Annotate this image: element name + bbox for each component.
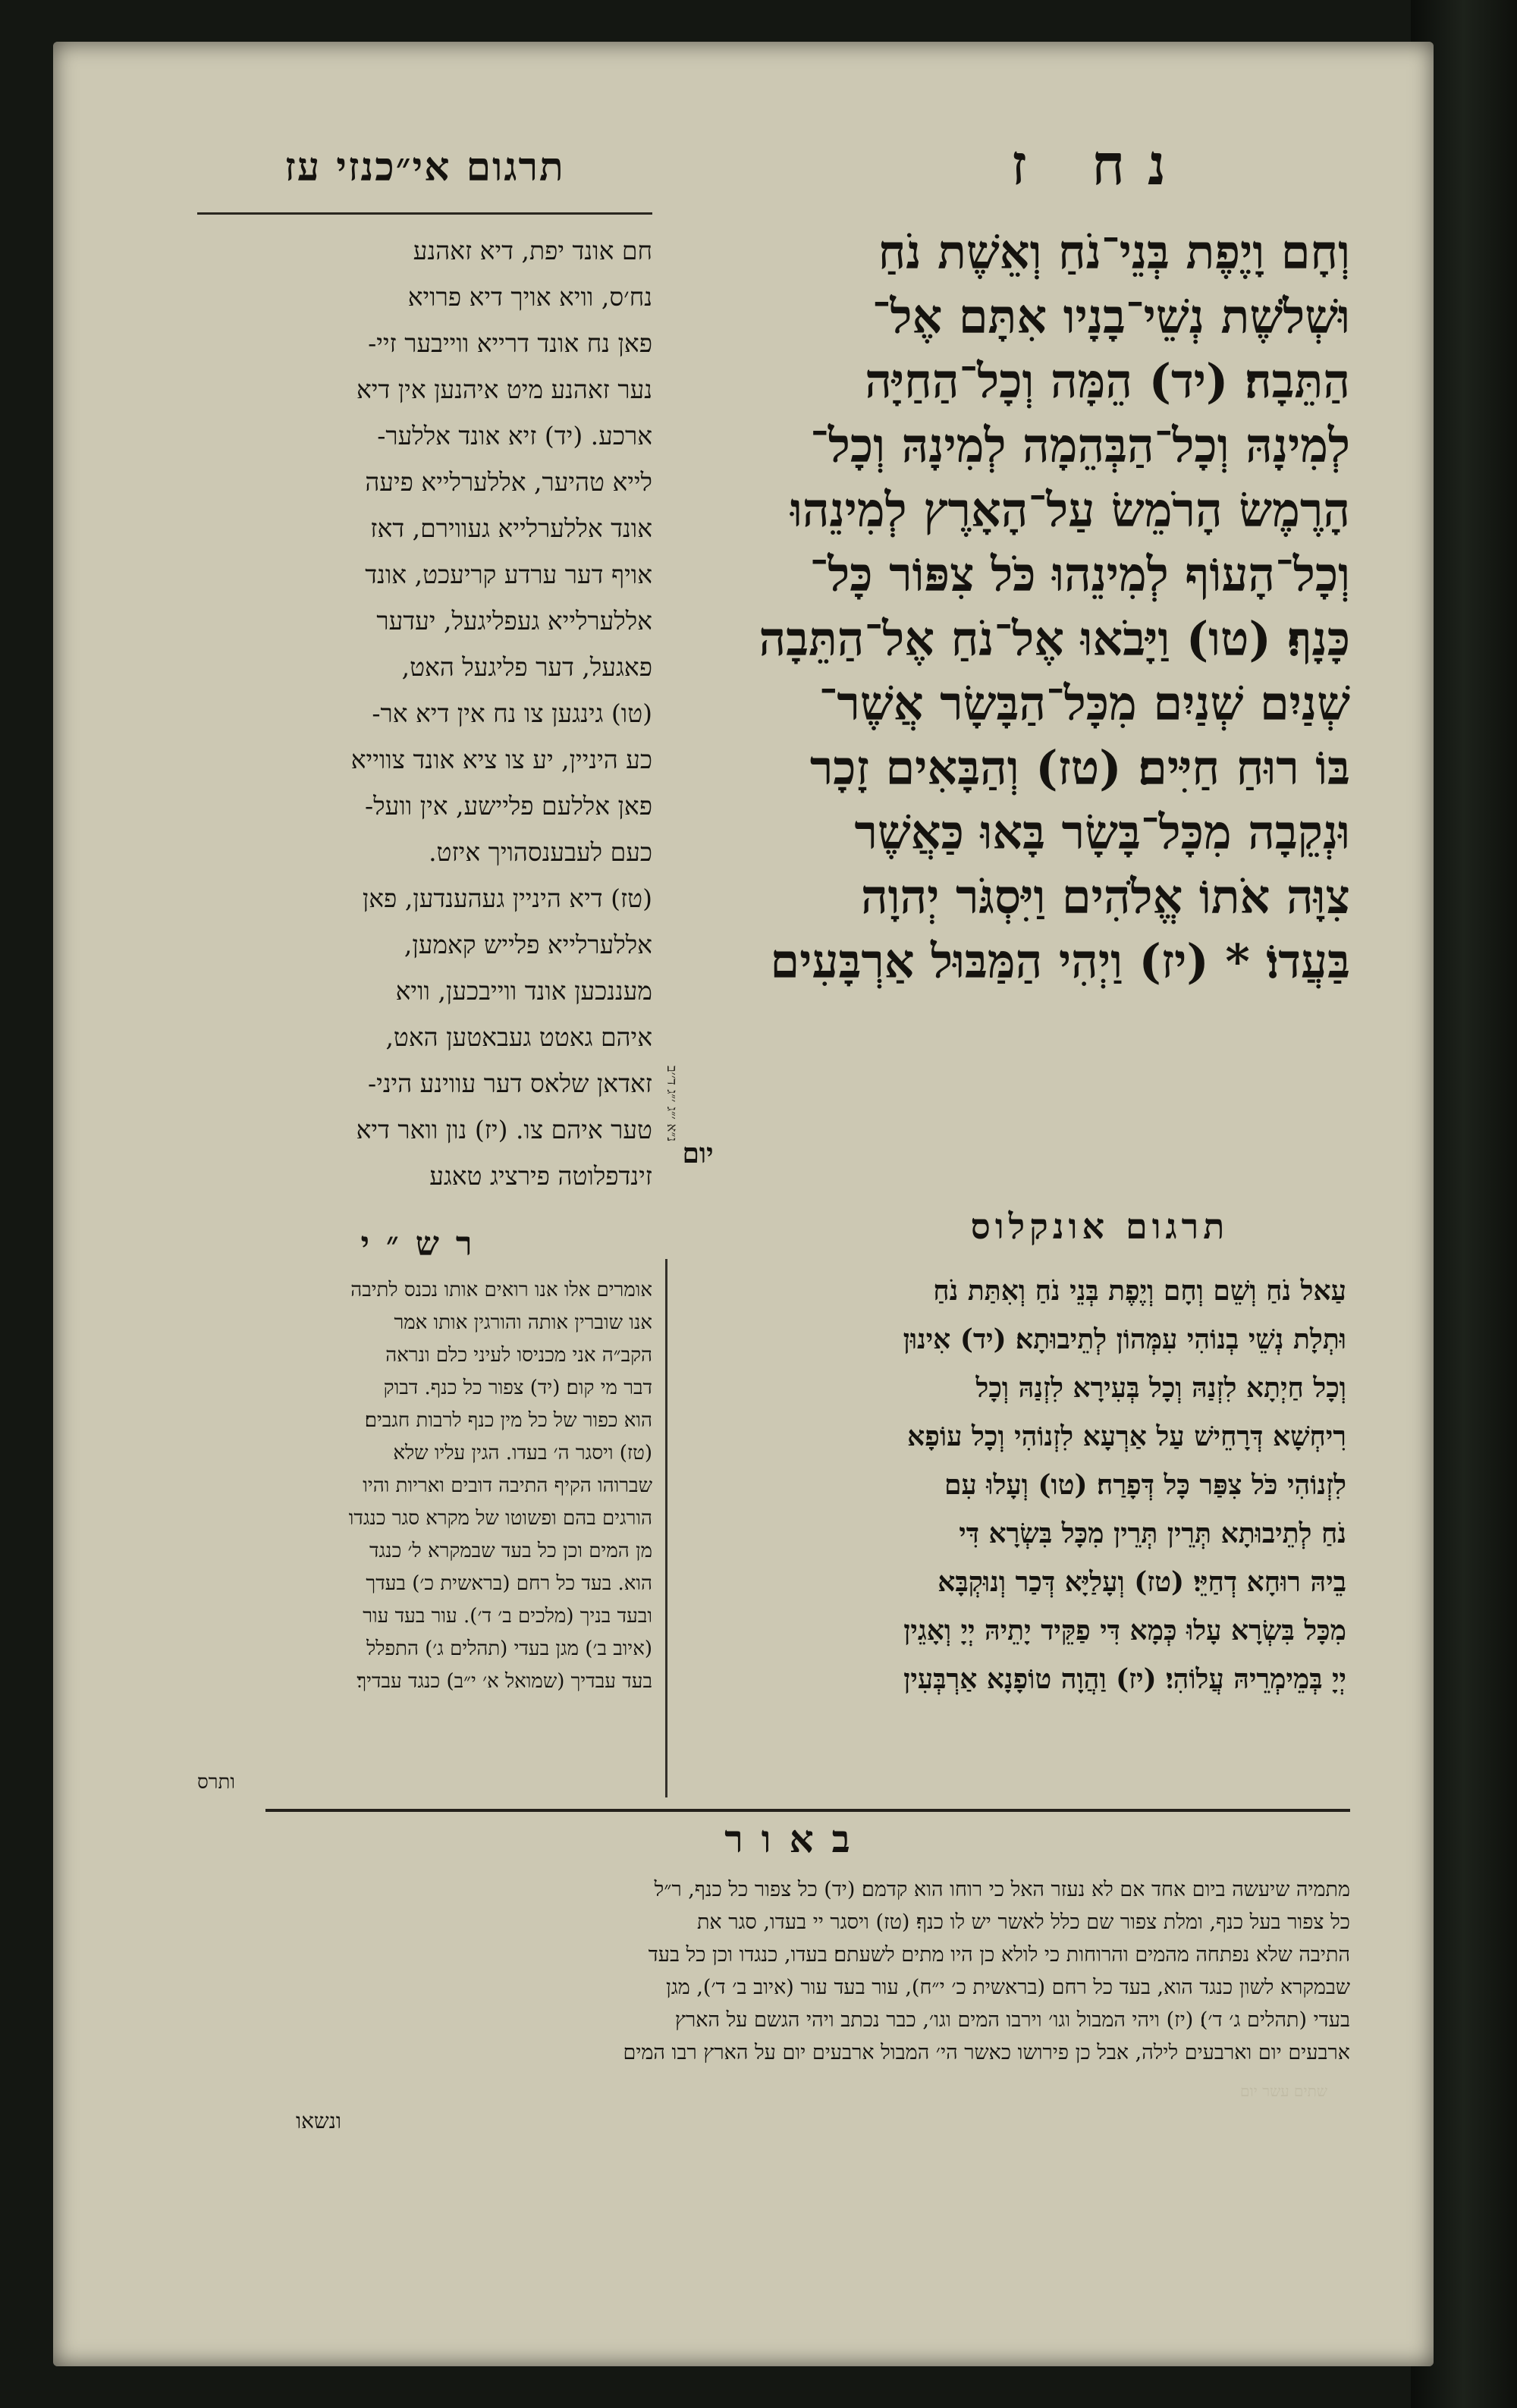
yiddish-line: (טז) דיא היניין געהענדען, פאן: [362, 884, 652, 913]
marginal-note: נ״א ׳״ג ׳״ג ד׳׳ב: [664, 1065, 680, 1141]
onkelos-line: וְכָל חַיְתָא לִזְנַהּ וְכָל בְּעִירָא לִזְנַהּ וְכָל: [975, 1372, 1346, 1404]
hebrew-line: צִוָּה אֹתוֹ אֱלֹהִים וַיִּסְגֹּר יְהוָה: [860, 869, 1350, 925]
biur-line: מתמיה שיעשה ביום אחד אם לא נעזר האל כי רוחו הוא קדמם׃ (יד) כל צפור כל כנף, ר״ל: [654, 1878, 1350, 1901]
yiddish-line: כע היניין, יע צו ציא אונד צווייא: [350, 745, 652, 774]
yiddish-line: נער זאהנע מיט איהנען אין דיא: [356, 375, 652, 404]
section-rule: [265, 1809, 1350, 1812]
column-divider: [665, 1259, 667, 1797]
biur-line: ארבעים יום וארבעים לילה, אבל כן פירושו כאשר הי׳ המבול ארבעים יום על הארץ רבו המים: [623, 2041, 1350, 2064]
rashi-commentary: [197, 1274, 652, 1805]
biur-line: התיבה שלא נפתחה מהמים והרוחות כי לולא כן היו מתים לשעתם׃ בעדו, כנגדו וכן כל בעד: [648, 1943, 1350, 1967]
rashi-line: דבר מי קום׃ (יד) צפור כל כנף. דבוק: [383, 1377, 652, 1399]
hebrew-line: כָּנָף׃ (טו) וַיָּבֹאוּ אֶל־נֹחַ אֶל־הַתֵּבָה: [758, 611, 1350, 667]
rashi-title: רש״י: [360, 1225, 489, 1264]
hebrew-torah-text: [671, 220, 1350, 1183]
yiddish-line: ארכע. (יד) זיא אונד אללער-: [377, 421, 652, 451]
yiddish-line: (טו) גינגען צו נח אין דיא אר-: [372, 699, 652, 728]
yiddish-line: טער איהם צו. (יז) נון וואר דיא: [356, 1115, 652, 1144]
yiddish-line: פאן אללעם פליישע, אין וועל-: [365, 791, 652, 821]
rashi-line: הוא. בעד כל רחם (בראשית כ׳) בעדך: [366, 1572, 652, 1595]
onkelos-line: יְיָ בְּמֵימְרֵיהּ עֲלוֹהִי׃ (יז) וַהֲוָה טוֹפָנָא אַרְבְּעִין: [903, 1663, 1346, 1695]
rashi-line: ובעד בניך (מלכים ב׳ ד׳). עור בעד עור: [363, 1605, 652, 1628]
onkelos-line: עַאל נֹחַ וְשֵׁם וְחָם וְיֶפֶת בְּנֵי נֹחַ וְאִתַּת נֹחַ: [933, 1275, 1346, 1307]
yiddish-line: פאגעל, דער פליגעל האט,: [401, 652, 652, 682]
onkelos-text: [686, 1267, 1346, 1760]
hebrew-line: שְׁנַיִם שְׁנַיִם מִכָּל־הַבָּשָׂר אֲשֶׁר־: [818, 676, 1350, 731]
rashi-line: (איוב ב׳) מגן בעדי (תהלים ג׳) התפלל: [366, 1637, 652, 1660]
hebrew-line: הָרֶמֶשׂ הָרֹמֵשׂ עַל־הָאָרֶץ לְמִינֵהוּ: [790, 482, 1350, 538]
rashi-line: אנו שוברין אותה והורגין אותו אמר: [394, 1311, 652, 1334]
bleed-through-text: שתים עשר יום: [1240, 2082, 1327, 2100]
yiddish-line: איהם גאטט געבאטען האט,: [385, 1022, 652, 1052]
onkelos-line: רִיחְשָׁא דְּרָחֵישׁ עַל אַרְעָא לִזְנוֹהִי וְכָל עוֹפָא: [907, 1421, 1346, 1452]
rashi-line: מן המים וכן כל בעד שבמקרא ל׳ כנגד: [369, 1540, 652, 1562]
yiddish-line: אויף דער ערדע קריעכט, אונד: [365, 560, 652, 589]
rashi-line: הורגים בהם ופשוטו של מקרא סגר כנגדו: [348, 1507, 652, 1530]
yiddish-line: חם אונד יפת, דיא זאהנע: [413, 236, 652, 265]
onkelos-line: מִכָּל בִּשְׂרָא עָלוּ כְּמָא דִּי פַקֵּיד יָתֵיהּ יְיָ וְאָגֵין: [903, 1615, 1346, 1647]
yiddish-line: אללערלייא פלייש קאמען,: [404, 930, 652, 959]
rashi-line: הקב״ה אני מכניסו לעיני כלם ונראה: [385, 1344, 652, 1367]
biur-title: באור: [724, 1816, 868, 1861]
catchword-rashi: ותרס: [197, 1771, 236, 1794]
onkelos-title: תרגום אונקלוס: [970, 1206, 1230, 1247]
header-rule: [197, 212, 652, 215]
hebrew-line: הַתֵּבָה׃ (יד) הֵמָּה וְכָל־הַחַיָּה: [865, 353, 1350, 409]
biur-line: בעדי (תהלים ג׳ ד׳)׃ (יז) ויהי המבול וגו׳ וירבו המים וגו׳, כבר נכתב ויהי הגשם על הארץ: [674, 2008, 1350, 2032]
hebrew-line: בַּעֲדוֹ׃ * (יז) וַיְהִי הַמַּבּוּל אַרְבָּעִים: [770, 934, 1350, 989]
rashi-line: (טז) ויסגר ה׳ בעדו. הגין עליו שלא: [393, 1442, 652, 1465]
yiddish-line: לייא טהיער, אללערלייא פיעה: [365, 467, 652, 497]
onkelos-line: בֵיהּ רוּחָא דְחַיֵּי׃ (טז) וְעָלַיָּא דְּכַר וְנוּקְבָּא: [938, 1566, 1346, 1598]
onkelos-line: לִזְנוֹהִי כֹּל צִפַּר כָּל דְּפָרַח׃ (טו) וְעָלוּ עִם: [944, 1469, 1346, 1501]
onkelos-line: נֹחַ לְתֵיבוּתָא תְּרֵין תְּרֵין מִכָּל בִּשְׂרָא דִּי: [959, 1518, 1346, 1549]
yiddish-line: מעננכען אונד ווייבכען, וויא: [395, 976, 652, 1006]
header-targum-ashkenazi: תרגום אי״כנזי עז: [284, 144, 565, 190]
yiddish-line: זינדפלוטה פירציג טאגע: [429, 1161, 652, 1191]
hebrew-line: וְכָל־הָעוֹף לְמִינֵהוּ כֹּל צִפּוֹר כָּל־: [809, 547, 1350, 602]
yiddish-line: נח׳ס, וויא אויך דיא פרויא: [407, 282, 652, 312]
biur-line: כל צפור בעל כנף, ומלת צפור שם כלל לאשר יש לו כנף׃ (טז) ויסגר יי בעדו, סגר את: [696, 1910, 1350, 1934]
yiddish-line: זאדאן שלאס דער עווינע היני-: [368, 1069, 652, 1098]
catchword-main: יום: [682, 1138, 714, 1169]
yiddish-line: כעם לעבענסהויך איזט.: [429, 837, 652, 867]
yiddish-line: אונד אללערלייא געווירם, דאז: [370, 513, 652, 543]
hebrew-line: בּוֹ רוּחַ חַיִּים׃ (טז) וְהַבָּאִים זָכָר: [809, 740, 1350, 796]
catchword-biur: ונשאו: [295, 2108, 341, 2133]
biur-line: שבמקרא לשון כנגד הוא, בעד כל רחם (בראשית כ׳ י״ח), עור בעד עור (איוב ב׳ ד׳), מגן: [665, 1976, 1350, 1999]
yiddish-line: פאן נח אונד דרייא ווייבער זיי-: [368, 328, 652, 358]
rashi-line: אומרים אלו אנו רואים אותו נכנס לתיבה: [350, 1279, 652, 1301]
hebrew-line: וּשְׁלֹשֶׁת נְשֵׁי־בָנָיו אִתָּם אֶל־: [872, 289, 1350, 344]
hebrew-line: וְחָם וָיֶפֶת בְּנֵי־נֹחַ וְאֵשֶׁת נֹחַ: [878, 224, 1350, 280]
yiddish-line: אללערלייא געפליגעל, יעדער: [376, 606, 652, 636]
hebrew-line: לְמִינָהּ וְכָל־הַבְּהֵמָה לְמִינָהּ וְכָל־: [810, 418, 1350, 473]
yiddish-translation-column: [197, 228, 652, 1213]
rashi-line: בעד עבדיך (שמואל א׳ י״ב) כנגד עבדיך׃: [356, 1670, 652, 1693]
rashi-line: שברוהו הקיף התיבה דובים ואריות והיו: [363, 1474, 652, 1497]
onkelos-line: וּתְלָת נְשֵׁי בְנוֹהִי עִמְּהוֹן לְתֵיבוּתָא׃ (יד) אִינוּן: [903, 1323, 1346, 1355]
rashi-line: הוא כפור של כל מין כנף לרבות חגבים׃: [364, 1409, 652, 1432]
header-parasha-chapter: נח ז: [1010, 133, 1189, 198]
hebrew-line: וּנְקֵבָה מִכָּל־בָּשָׂר בָּאוּ כַּאֲשֶׁר: [854, 805, 1350, 860]
